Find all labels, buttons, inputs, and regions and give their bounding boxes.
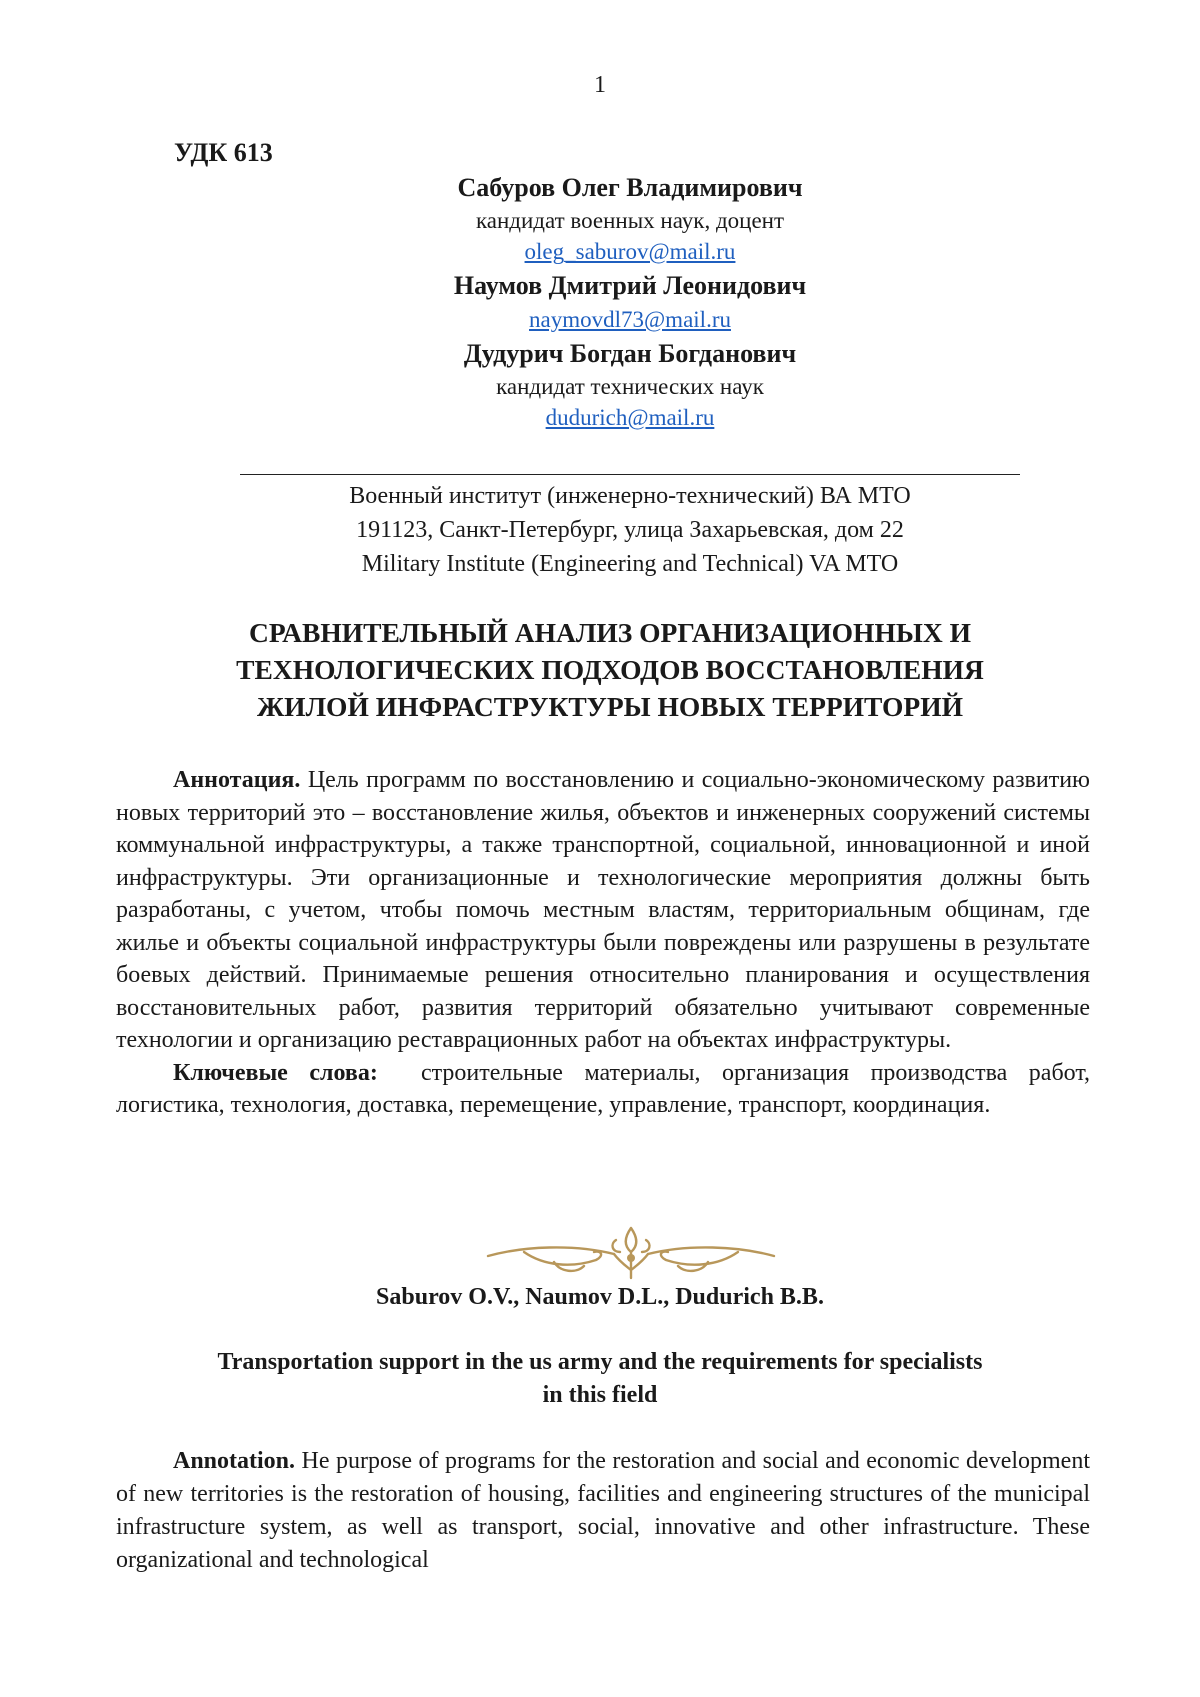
author-email-link[interactable]: oleg_saburov@mail.ru [524, 239, 736, 264]
paper-title-ru [130, 614, 1090, 725]
author-email-link[interactable]: dudurich@mail.ru [545, 405, 715, 430]
abstract-paragraph [116, 764, 1090, 1057]
title-line: in this field [542, 1382, 658, 1408]
abstract-label: Аннотация. [173, 767, 301, 793]
abstract-label: Annotation. [173, 1448, 296, 1474]
author-degree: кандидат военных наук, доцент [475, 208, 785, 233]
abstract-text: Цель программ по восстановлению и социально-экономическому развитию новых территорий это – восстановление жилья, объектов и инженерных сооружений системы коммунальной инфраструктуры, а также транспортной, социальной, инновационной и иной инфраструктуры. Эти организационные и технологические мероприятия должны быть разработаны, с учетом, чтобы помочь местным властям, территориальным общинам, где жилье и объекты социальной инфраструктуры были повреждены или разрушены в результате боевых действий. Принимаемые решения относительно планирования и осуществления восстановительных работ, развития территорий обязательно учитывают современные технологии и организацию реставрационных работ на объектах инфраструктуры. [116, 767, 1090, 1053]
title-line: СРАВНИТЕЛЬНЫЙ АНАЛИЗ ОРГАНИЗАЦИОННЫХ И [249, 617, 971, 648]
abstract-en [116, 1445, 1090, 1577]
page-number: 1 [594, 72, 606, 98]
author-name: Наумов Дмитрий Леонидович [453, 271, 807, 300]
authors-en: Saburov O.V., Naumov D.L., Dudurich B.B. [376, 1284, 824, 1310]
keywords-text: строительные материалы, организация производства работ, логистика, технология, доставка, перемещение, управление, транспорт, координация. [116, 1059, 1091, 1118]
author-name: Сабуров Олег Владимирович [457, 173, 803, 202]
separator-line [240, 474, 1020, 475]
abstract-text: He purpose of programs for the restoration and social and economic development of new territories is the restoration of housing, facilities and engineering structures of the municipal infrastructure system, as well as transport, social, innovative and other infrastructure. These organizational and technological [116, 1448, 1090, 1573]
ornament-divider-icon [484, 1222, 778, 1284]
author-block [220, 170, 1040, 434]
author-email-link[interactable]: naymovdl73@mail.ru [529, 307, 731, 332]
title-line: Transportation support in the us army and the requirements for specialists [217, 1349, 983, 1375]
udk-code: УДК 613 [174, 138, 273, 167]
title-line: ЖИЛОЙ ИНФРАСТРУКТУРЫ НОВЫХ ТЕРРИТОРИЙ [256, 691, 964, 722]
institution-name: Военный институт (инженерно-технический) ВА МТО [349, 483, 911, 509]
title-line: ТЕХНОЛОГИЧЕСКИХ ПОДХОДОВ ВОССТАНОВЛЕНИЯ [236, 654, 984, 685]
abstract-paragraph [116, 1445, 1090, 1577]
institution-block [200, 479, 1060, 581]
keywords-label: Ключевые слова: [173, 1059, 378, 1086]
author-name: Дудурич Богдан Богданович [463, 339, 797, 368]
paper-title-en [140, 1346, 1060, 1412]
institution-name-en: Military Institute (Engineering and Technical) VA MTO [361, 551, 899, 577]
author-degree: кандидат технических наук [496, 374, 764, 399]
keywords-paragraph [116, 1057, 1090, 1122]
institution-address: 191123, Санкт-Петербург, улица Захарьевская, дом 22 [356, 517, 904, 543]
abstract-ru [116, 764, 1090, 1122]
